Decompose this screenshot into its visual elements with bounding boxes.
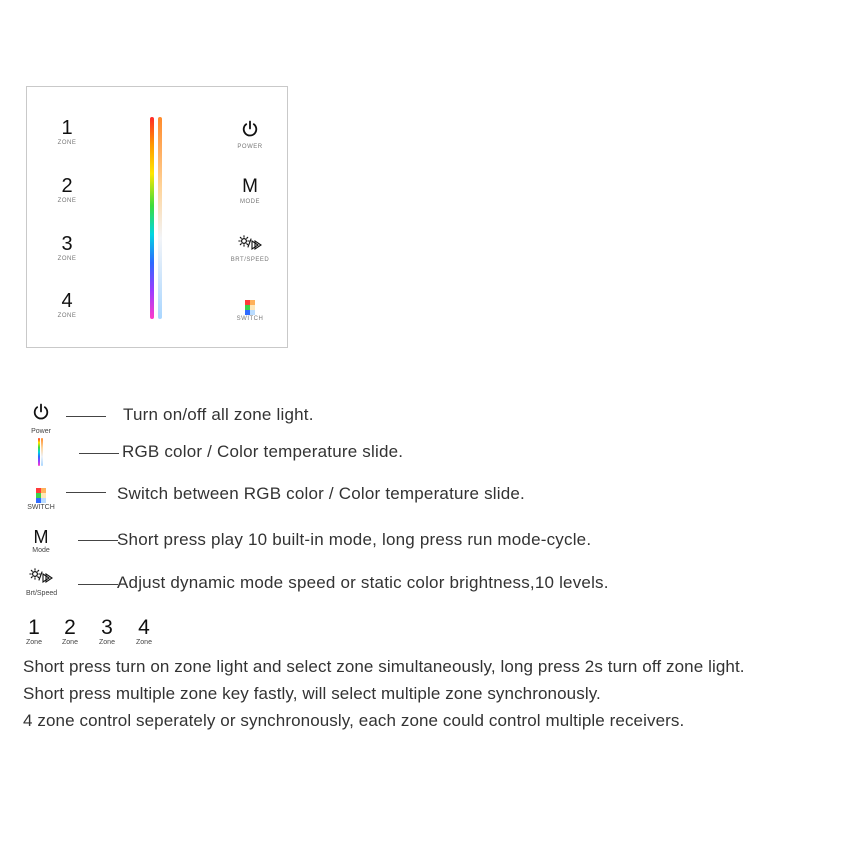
legend-slide-icon-group	[26, 438, 56, 471]
switch-icon	[36, 488, 46, 503]
legend-dash	[79, 453, 119, 454]
zone-2-key[interactable]	[42, 175, 92, 204]
mode-glyph: M	[33, 527, 49, 547]
legend-zone-3-caption: Zone	[99, 639, 115, 646]
legend-brt-text: Adjust dynamic mode speed or static color brightness,10 levels.	[117, 573, 609, 592]
zone-4-key[interactable]	[42, 290, 92, 319]
power-key[interactable]	[225, 119, 275, 150]
legend-power-icon-group	[26, 402, 56, 435]
power-caption: POWER	[237, 144, 263, 150]
mode-glyph: M	[242, 176, 258, 197]
legend-power-caption: Power	[31, 428, 51, 435]
legend-brt-icon-group	[26, 568, 56, 597]
zone-4-caption: ZONE	[57, 313, 77, 319]
power-icon	[30, 402, 52, 422]
brt-speed-key[interactable]	[225, 235, 275, 263]
legend-slide-text: RGB color / Color temperature slide.	[122, 442, 404, 461]
legend-mode-icon-group	[26, 528, 56, 554]
mode-caption: MODE	[240, 199, 260, 205]
legend-switch-text: Switch between RGB color / Color temperature slide.	[117, 484, 525, 503]
rgb-color-slider[interactable]	[150, 117, 154, 319]
mode-key[interactable]	[225, 176, 275, 205]
zone-3-key[interactable]	[42, 233, 92, 262]
brightness-speed-icon	[28, 568, 54, 584]
legend-power-text: Turn on/off all zone light.	[123, 405, 314, 424]
legend-dash	[78, 540, 118, 541]
color-temperature-slider[interactable]	[158, 117, 162, 319]
legend-zone-2-caption: Zone	[62, 639, 78, 646]
legend-switch-caption: SWITCH	[27, 504, 55, 511]
legend-dash	[66, 416, 106, 417]
power-icon	[240, 119, 260, 139]
zone-4-number: 4	[61, 290, 73, 312]
slider-bars-icon	[38, 438, 44, 466]
zone-2-caption: ZONE	[57, 198, 77, 204]
legend-zone-3	[95, 617, 119, 646]
zone-1-key[interactable]	[42, 117, 92, 146]
legend-zone-3-number: 3	[101, 616, 113, 639]
legend-zone-1-number: 1	[28, 616, 40, 639]
switch-icon	[245, 300, 255, 315]
touch-panel	[26, 86, 288, 348]
legend-zone-2	[58, 617, 82, 646]
legend-zone-1	[22, 617, 46, 646]
legend-dash	[78, 584, 118, 585]
brightness-speed-icon	[237, 235, 263, 251]
zone-description-line-3: 4 zone control seperately or synchronously, each zone could control multiple receivers.	[23, 711, 685, 730]
switch-caption: SWITCH	[236, 316, 264, 322]
zone-2-number: 2	[61, 175, 73, 197]
brt-speed-caption: BRT/SPEED	[230, 257, 270, 263]
legend-zone-4-caption: Zone	[136, 639, 152, 646]
legend-zone-1-caption: Zone	[26, 639, 42, 646]
legend-brt-caption: Brt/Speed	[26, 590, 58, 597]
legend-switch-icon-group	[26, 480, 56, 511]
legend-mode-caption: Mode	[32, 547, 50, 554]
zone-1-number: 1	[61, 117, 73, 139]
legend-zone-2-number: 2	[64, 616, 76, 639]
legend-zone-4-number: 4	[138, 616, 150, 639]
legend-dash	[66, 492, 106, 493]
zone-1-caption: ZONE	[57, 140, 77, 146]
legend-zone-4	[132, 617, 156, 646]
zone-description-line-1: Short press turn on zone light and select zone simultaneously, long press 2s turn off zone light.	[23, 657, 745, 676]
legend-mode-text: Short press play 10 built-in mode, long press run mode-cycle.	[117, 530, 592, 549]
switch-key[interactable]	[225, 292, 275, 322]
zone-3-caption: ZONE	[57, 256, 77, 262]
zone-description-line-2: Short press multiple zone key fastly, will select multiple zone synchronously.	[23, 684, 601, 703]
zone-3-number: 3	[61, 233, 73, 255]
